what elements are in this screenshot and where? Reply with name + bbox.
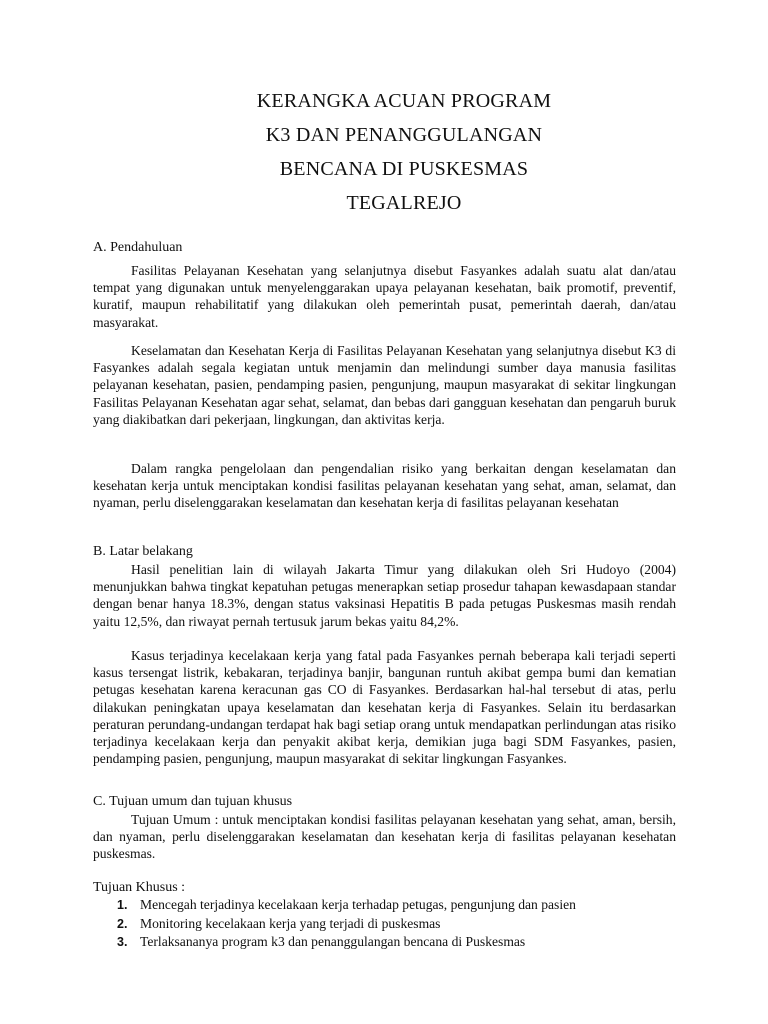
tujuan-khusus-label: Tujuan Khusus : xyxy=(93,880,186,895)
title-line: KERANGKA ACUAN PROGRAM xyxy=(256,90,552,112)
list-item xyxy=(93,896,676,915)
section-a-paragraph: Keselamatan dan Kesehatan Kerja di Fasilitas Pelayanan Kesehatan yang selanjutnya disebut K3 di Fasyankes adalah segala kegiatan untuk menjamin dan melindungi sumber daya manusia fasilitas pelayanan kesehatan, pasien, pendamping pasien, pengunjung, maupun masyarakat di sekitar lingkungan Fasilitas Pelayanan Kesehatan agar sehat, selamat, dan bebas dari gangguan kesehatan dan pengaruh buruk yang diakibatkan dari pekerjaan, lingkungan, dan aktivitas kerja. xyxy=(93,343,676,427)
section-a-paragraph: Fasilitas Pelayanan Kesehatan yang selanjutnya disebut Fasyankes adalah suatu alat dan/atau tempat yang digunakan untuk menyelenggarakan upaya pelayanan kesehatan, baik promotif, preventif, kuratif, maupun rehabilitatif yang dilakukan oleh pemerintah pusat, pemerintah daerah, dan/atau masyarakat. xyxy=(93,263,676,330)
section-b-heading: B. Latar belakang xyxy=(93,544,193,559)
title-line: TEGALREJO xyxy=(346,192,462,214)
title-line: BENCANA DI PUSKESMAS xyxy=(279,158,529,180)
title-line: K3 DAN PENANGGULANGAN xyxy=(265,124,543,146)
list-number: 3. xyxy=(117,935,128,949)
list-text: Mencegah terjadinya kecelakaan kerja terhadap petugas, pengunjung dan pasien xyxy=(140,897,576,912)
document-title xyxy=(0,84,768,220)
list-item xyxy=(93,933,676,952)
list-number: 2. xyxy=(117,916,128,931)
tujuan-khusus-list xyxy=(93,896,676,952)
list-text: Monitoring kecelakaan kerja yang terjadi di puskesmas xyxy=(140,915,441,931)
section-a-paragraph: Dalam rangka pengelolaan dan pengendalian risiko yang berkaitan dengan keselamatan dan kesehatan kerja untuk menciptakan kondisi fasilitas pelayanan kesehatan yang sehat, aman, selamat, dan nyaman, perlu diselenggarakan keselamatan dan kesehatan kerja di fasilitas pelayanan kesehatan xyxy=(93,461,676,511)
section-b-paragraph: Kasus terjadinya kecelakaan kerja yang fatal pada Fasyankes pernah beberapa kali terjadi seperti kasus tersengat listrik, kebakaran, terjadinya banjir, bangunan runtuh akibat gempa bumi dan kematian petugas kesehatan karena keracunan gas CO di Fasyankes. Berdasarkan hal-hal tersebut di atas, perlu dilakukan peningkatan upaya keselamatan dan kesehatan kerja di Fasyankes. Selain itu berdasarkan peraturan perundang-undangan terdapat hak bagi setiap orang untuk mendapatkan perlindungan atas risiko terjadinya kecelakaan kerja dan penyakit akibat kerja, demikian juga bagi SDM Fasyankes, pasien, pendamping pasien, pengunjung, maupun masyarakat di sekitar lingkungan Fasyankes. xyxy=(93,648,676,767)
list-item xyxy=(93,915,676,934)
section-c-paragraph: Tujuan Umum : untuk menciptakan kondisi fasilitas pelayanan kesehatan yang sehat, aman, bersih, dan nyaman, perlu diselenggarakan keselamatan dan kesehatan kerja di fasilitas pelayanan kesehatan puskesmas. xyxy=(93,812,676,862)
list-number: 1. xyxy=(117,898,128,912)
section-c-heading: C. Tujuan umum dan tujuan khusus xyxy=(93,794,293,809)
section-a-heading: A. Pendahuluan xyxy=(93,240,183,255)
section-b-paragraph: Hasil penelitian lain di wilayah Jakarta Timur yang dilakukan oleh Sri Hudoyo (2004) menunjukkan bahwa tingkat kepatuhan petugas menerapkan setiap prosedur tahapan kewasdapaan standar dengan benar hanya 18.3%, dengan status vaksinasi Hepatitis B pada petugas Puskesmas masih rendah yaitu 12,5%, dan riwayat pernah tertusuk jarum bekas yaitu 84,2%. xyxy=(93,562,676,629)
list-text: Terlaksananya program k3 dan penanggulangan bencana di Puskesmas xyxy=(140,934,526,949)
